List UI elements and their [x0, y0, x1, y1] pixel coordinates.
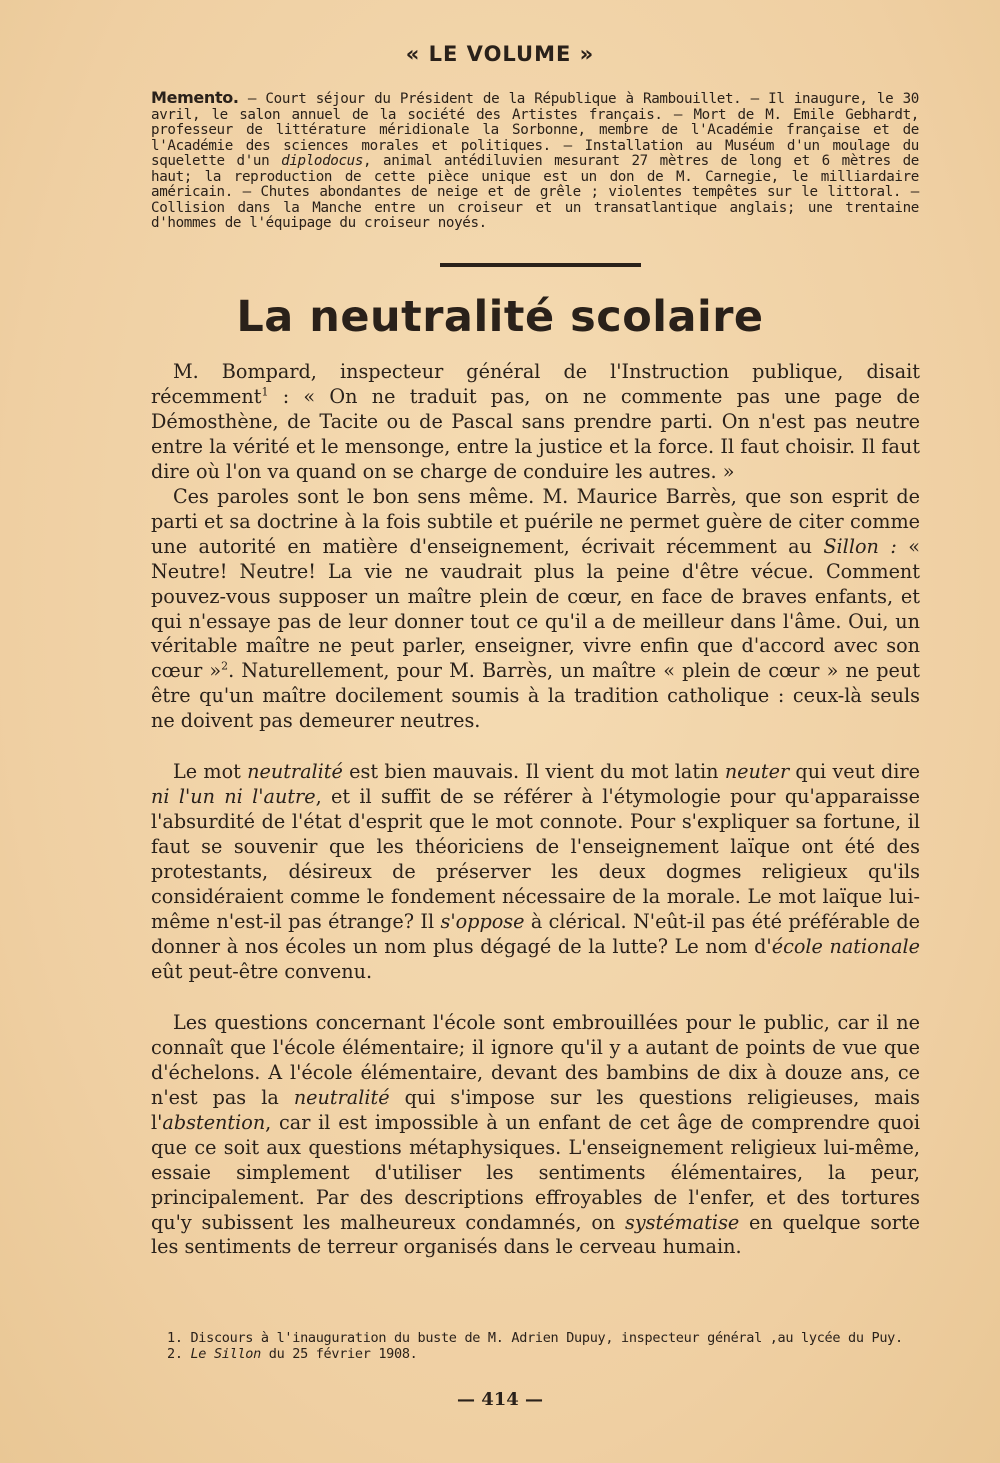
page-number: — 414 —: [456, 1389, 544, 1410]
article-body: [151, 360, 920, 1260]
p3-text-b: est bien mauvais. Il vient du mot latin: [342, 760, 725, 784]
p4-text-a: Les questions concernant l'école sont embrouillées pour le public, car il ne connaît que l'école élémentaire; il ignore qu'il y a autant de points de vue que d'échelons. A l'école élémentaire, devant des bambins de dix à douze ans, ce n'est pas la: [151, 1010, 920, 1109]
p2-text-a: Ces paroles sont le bon sens même. M. Maurice Barrès, que son esprit de parti et sa doctrine à la fois subtile et puérile ne permet guère de citer comme une autorité en matière d'enseignement, écrivait récemment au: [151, 484, 920, 558]
p3-italic-5: école nationale: [771, 934, 921, 958]
p3-italic-1: neutralité: [247, 760, 343, 784]
p4-italic-2: abstention: [162, 1110, 266, 1134]
p1-text-b: : « On ne traduit pas, on ne commente pas une page de Démosthène, de Tacite ou de Pascal sans prendre parti. On n'est pas neutre entre la vérité et le mensonge, entre la justice et la force. Il faut choisir. Il faut dire où l'on va quand on se charge de conduire les autres. »: [151, 384, 920, 483]
p3-text-a: Le mot: [173, 760, 248, 784]
paragraph-1: [151, 360, 920, 485]
memento-text: — Court séjour du Président de la République à Rambouillet. — Il inaugure, le 30 avril, le salon annuel de la société des Artistes français. — Mort de M. Emile Gebhardt, professeur de littérature méridionale la Sorbonne, membre de l'Académie française et de l'Académie des sciences morales et politiques. — Installation au Muséum d'un moulage du squelette d'un: [151, 91, 919, 169]
p3-text-e: à clérical. N'eût-il pas été préférable de donner à nos écoles un nom plus dégagé de la lutte? Le nom d': [151, 910, 921, 958]
article-title: La neutralité scolaire: [236, 292, 764, 342]
p3-text-c: qui veut dire: [789, 760, 920, 784]
fn2-italic: Le Sillon: [190, 1346, 261, 1362]
p2-text-b: « Neutre! Neutre! La vie ne vaudrait plus la peine d'être vécue. Comment pouvez-vous supposer un maître plein de cœur, en face de braves enfants, et qui n'essaye pas de leur donner tout ce qu'il a de meilleur dans l'âme. Oui, un véritable maître ne peut parler, enseigner, vivre enfin que d'accord avec son cœur »: [151, 534, 921, 683]
p2-text-c: . Naturellement, pour M. Barrès, un maître « plein de cœur » ne peut être qu'un maître docilement soumis à la tradition catholique : ceux-là seuls ne doivent pas demeurer neutres.: [151, 659, 920, 733]
memento-text-after: , animal antédiluvien mesurant 27 mètres de long et 6 mètres de haut; la reproduction de cette pièce unique est un don de M. Carnegie, le milliardaire américain. — Chutes abondantes de neige et de grêle ; violentes tempêtes sur le littoral. — Collision dans la Manche entre un croiseur et un transatlantique anglais; une trentaine d'hommes de l'équipage du croiseur noyés.: [151, 153, 919, 231]
p4-text-b: qui s'impose sur les questions religieuses, mais l': [151, 1085, 920, 1134]
p3-text-f: eût peut-être convenu.: [151, 959, 373, 983]
footnotes: [151, 1330, 920, 1362]
footnote-2: [151, 1346, 920, 1362]
p3-text-d: , et il suffit de se référer à l'étymologie pour qu'apparaisse l'absurdité de l'état d'esprit que le mot connote. Pour s'expliquer sa fortune, il faut se souvenir que les théoriciens de l'enseignement laïque ont été des protestants, désireux de préserver les deux dogmes religieux qu'ils considéraient comme le fondement nécessaire de la morale. Le mot laïque lui-même n'est-il pas étrange? Il: [151, 785, 921, 934]
p3-italic-4: s'oppose: [440, 910, 525, 934]
fn2-number: 2.: [167, 1346, 191, 1362]
fn2-text: du 25 février 1908.: [260, 1346, 418, 1362]
memento-label: Memento.: [151, 88, 239, 107]
running-header: « LE VOLUME »: [405, 42, 595, 66]
p4-text-c: , car il est impossible à un enfant de cet âge de comprendre quoi que ce soit aux questions métaphysiques. L'enseignement religieux lui-même, essaie simplement d'utiliser les sentiments élémentaires, la peur, principalement. Par des descriptions effroyables de l'enfer, et des tortures qu'y subissent les malheureux condamnés, on: [151, 1110, 920, 1234]
footnote-ref-1: 1: [261, 385, 269, 399]
section-divider: [440, 263, 641, 267]
memento-block: [151, 90, 919, 232]
paragraph-3: [151, 760, 920, 985]
p2-italic-1: Sillon :: [823, 534, 897, 558]
p4-italic-3: systématise: [624, 1210, 740, 1234]
footnote-ref-2: 2: [221, 660, 229, 674]
p1-text-a: M. Bompard, inspecteur général de l'Instruction publique, disait récemment: [151, 360, 920, 408]
p4-text-d: en quelque sorte les sentiments de terreur organisés dans le cerveau humain.: [151, 1210, 920, 1259]
memento-paragraph: [151, 90, 919, 232]
paragraph-4: [151, 1011, 920, 1261]
p3-italic-3: ni l'un ni l'autre: [151, 785, 316, 809]
paragraph-2: [151, 485, 920, 735]
p4-italic-1: neutralité: [293, 1085, 390, 1109]
memento-italic: diplodocus: [281, 153, 364, 169]
footnote-1: 1. Discours à l'inauguration du buste de M. Adrien Dupuy, inspecteur général ,au lycée du Puy.: [167, 1330, 903, 1346]
p3-italic-2: neuter: [724, 760, 790, 784]
